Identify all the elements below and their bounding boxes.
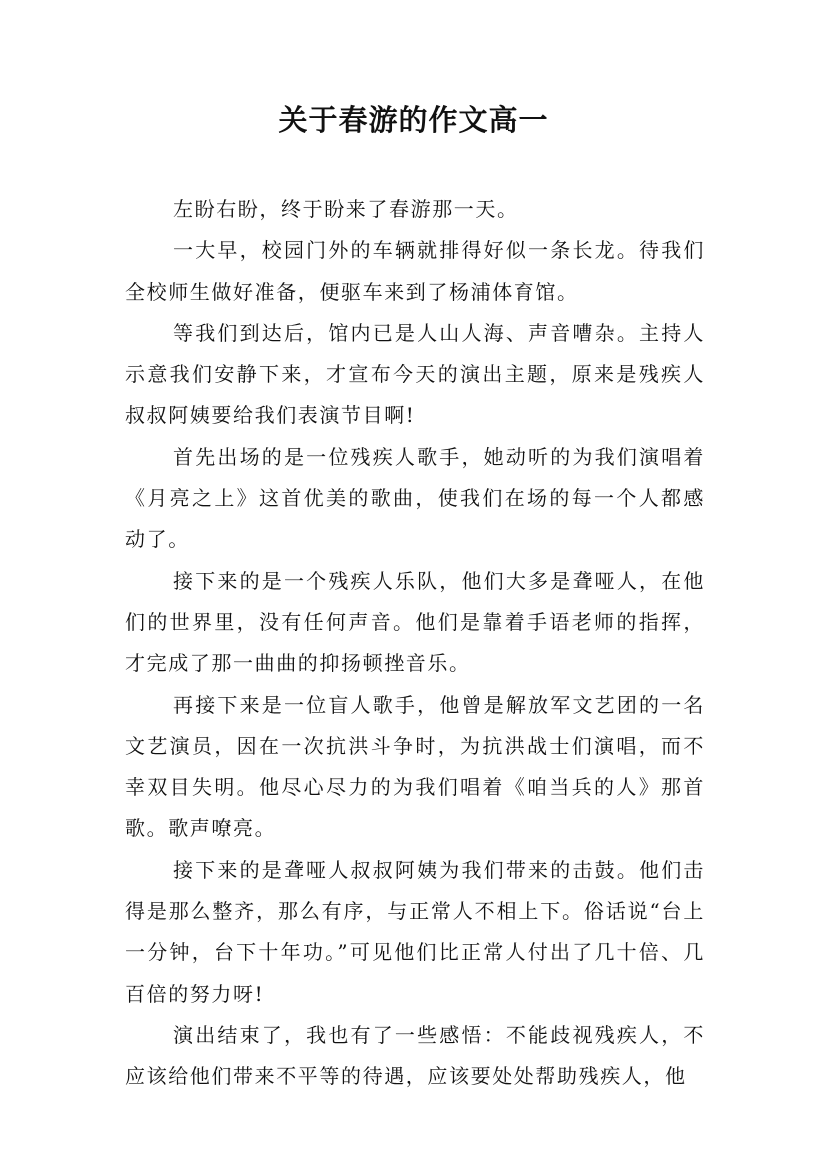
- document-body: [125, 189, 705, 1098]
- paragraph: 接下来的是一个残疾人乐队，他们大多是聋哑人，在他们的世界里，没有任何声音。他们是靠着手语老师的指挥，才完成了那一曲曲的抑扬顿挫音乐。: [125, 568, 705, 676]
- paragraph: 首先出场的是一位残疾人歌手，她动听的为我们演唱着《月亮之上》这首优美的歌曲，使我们在场的每一个人都感动了。: [125, 444, 705, 552]
- paragraph: 等我们到达后，馆内已是人山人海、声音嘈杂。主持人示意我们安静下来，才宣布今天的演出主题，原来是残疾人叔叔阿姨要给我们表演节目啊!: [125, 320, 705, 428]
- paragraph: 再接下来是一位盲人歌手，他曾是解放军文艺团的一名文艺演员，因在一次抗洪斗争时，为抗洪战士们演唱，而不幸双目失明。他尽心尽力的为我们唱着《咱当兵的人》那首歌。歌声嘹亮。: [125, 692, 705, 841]
- paragraph: 左盼右盼，终于盼来了春游那一天。: [173, 197, 519, 221]
- paragraph: 一大早，校园门外的车辆就排得好似一条长龙。待我们全校师生做好准备，便驱车来到了杨浦体育馆。: [125, 238, 705, 304]
- document-title: 关于春游的作文高一: [278, 103, 549, 137]
- paragraph: 演出结束了，我也有了一些感悟：不能歧视残疾人，不应该给他们带来不平等的待遇，应该要处处帮助残疾人，他: [125, 1022, 705, 1089]
- paragraph: 接下来的是聋哑人叔叔阿姨为我们带来的击鼓。他们击得是那么整齐，那么有序，与正常人不相上下。俗话说“台上一分钟，台下十年功。”可见他们比正常人付出了几十倍、几百倍的努力呀!: [125, 857, 705, 1006]
